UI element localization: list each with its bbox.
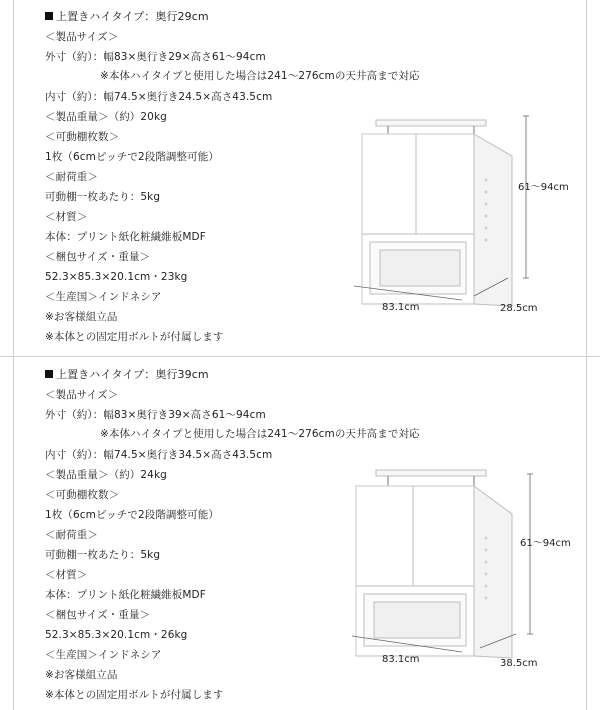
width-label: 83.1cm <box>382 654 420 665</box>
spec-line: ＜梱包サイズ・重量＞ <box>45 609 151 621</box>
spec-line: ※本体との固定用ボルトが付属します <box>45 689 224 701</box>
spec-line: ＜製品重量＞（約）20kg <box>45 111 167 123</box>
spec-line: 内寸（約）：幅74.5×奥行き24.5×高さ43.5cm <box>45 91 273 103</box>
section-title-text: 上置きハイタイプ：奥行29cm <box>56 10 209 23</box>
spec-line: ※本体との固定用ボルトが付属します <box>45 331 224 343</box>
spec-line: 52.3×85.3×20.1cm・23kg <box>45 271 188 283</box>
spec-line: ＜耐荷重＞ <box>45 171 98 183</box>
spec-line: ＜製品サイズ＞ <box>45 31 119 43</box>
spec-line: ＜生産国＞インドネシア <box>45 649 162 661</box>
spec-line: ＜可動棚枚数＞ <box>45 131 120 143</box>
left-border-line <box>13 0 14 710</box>
depth-label: 38.5cm <box>500 658 538 669</box>
spec-line: 外寸（約）：幅83×奥行き39×高さ61～94cm <box>45 409 266 421</box>
spec-line: ＜生産国＞インドネシア <box>45 291 162 303</box>
spec-line: ＜梱包サイズ・重量＞ <box>45 251 151 263</box>
spec-line: ＜耐荷重＞ <box>45 529 98 541</box>
spec-note: ※本体ハイタイプと使用した場合は241～276cmの天井高まで対応 <box>100 428 420 440</box>
width-label: 83.1cm <box>382 302 420 313</box>
height-label: 61～94cm <box>520 538 571 549</box>
depth-label: 28.5cm <box>500 303 538 314</box>
spec-line: ※お客様組立品 <box>45 669 118 681</box>
section-title-text: 上置きハイタイプ：奥行39cm <box>56 368 209 381</box>
height-label: 61～94cm <box>518 182 569 193</box>
spec-line: 本体：プリント紙化粧繊維板MDF <box>45 231 206 243</box>
cabinet-diagram-39cm <box>340 466 590 686</box>
spec-line: ＜製品サイズ＞ <box>45 389 119 401</box>
title-bullet-icon <box>45 12 53 20</box>
spec-line: ＜材質＞ <box>45 569 88 581</box>
spec-line: ＜可動棚枚数＞ <box>45 489 120 501</box>
spec-line: 外寸（約）：幅83×奥行き29×高さ61～94cm <box>45 51 266 63</box>
section-divider <box>0 356 600 357</box>
spec-line: ※お客様組立品 <box>45 311 118 323</box>
spec-line: ＜製品重量＞（約）24kg <box>45 469 167 481</box>
section-title <box>45 368 209 382</box>
spec-line: 1枚（6cmピッチで2段階調整可能） <box>45 509 219 521</box>
spec-line: 可動棚一枚あたり：5kg <box>45 549 161 561</box>
spec-note: ※本体ハイタイプと使用した場合は241～276cmの天井高まで対応 <box>100 70 420 82</box>
spec-line: 可動棚一枚あたり：5kg <box>45 191 161 203</box>
title-bullet-icon <box>45 370 53 378</box>
spec-line: 1枚（6cmピッチで2段階調整可能） <box>45 151 219 163</box>
spec-line: 52.3×85.3×20.1cm・26kg <box>45 629 188 641</box>
spec-line: 内寸（約）：幅74.5×奥行き34.5×高さ43.5cm <box>45 449 273 461</box>
spec-line: 本体：プリント紙化粧繊維板MDF <box>45 589 206 601</box>
section-title <box>45 10 209 24</box>
spec-line: ＜材質＞ <box>45 211 88 223</box>
cabinet-diagram-29cm <box>340 110 590 330</box>
